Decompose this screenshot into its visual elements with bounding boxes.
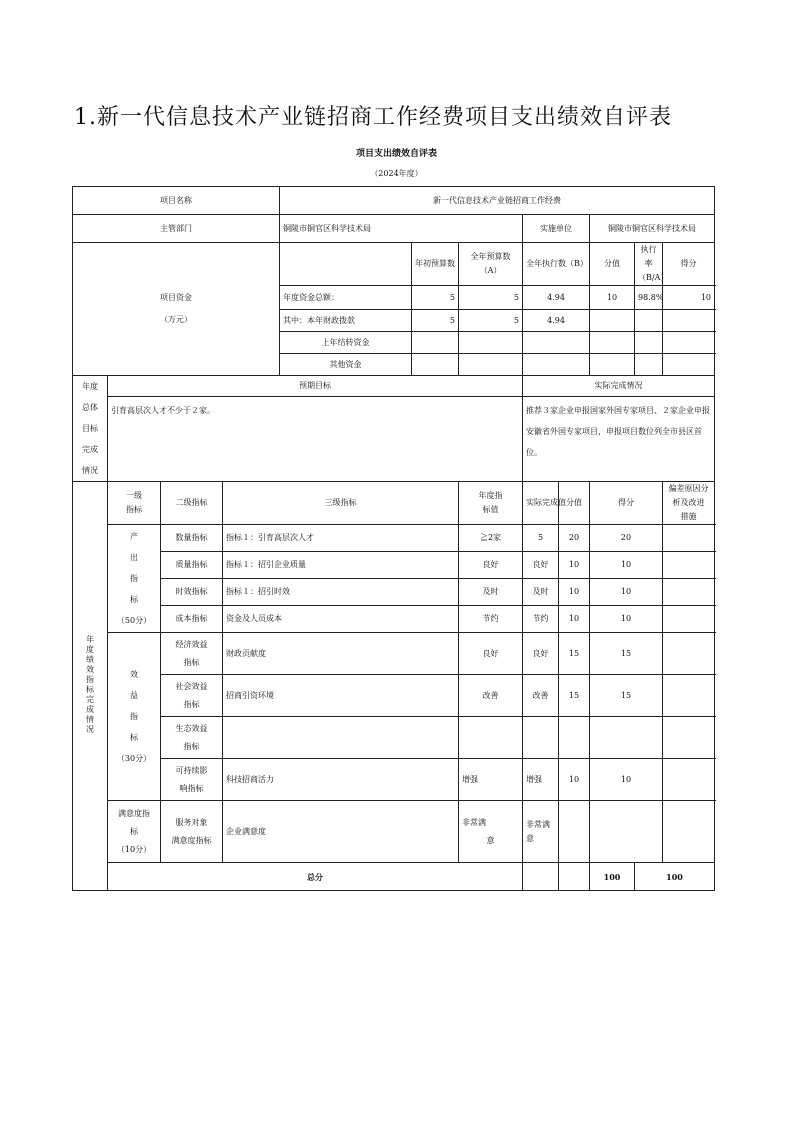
- overall-goal-line: 年度: [82, 382, 98, 391]
- expected-goal-header: 预期目标: [108, 376, 523, 397]
- overall-goal-line: 情况: [82, 466, 98, 475]
- sustainable-level2: [161, 759, 223, 801]
- group-satisfaction-label: [108, 801, 161, 863]
- satisfaction-score-value: [559, 801, 590, 863]
- header-rate-sub: （B/A）: [638, 273, 669, 282]
- actual-result-text: 推荐３家企业申报国家外国专家项目、２家企业申报安徽省外国专家项目，申报项目数位列全市县区首位。: [523, 397, 715, 482]
- cost-level3: 资金及人员成本: [223, 606, 459, 633]
- project-name-label: 项目名称: [73, 187, 280, 215]
- group-output-line: 指: [130, 574, 138, 583]
- group-satisfaction-line: 满意度指: [118, 808, 150, 818]
- group-output-line: 标: [130, 595, 138, 604]
- funds-label-cell: [73, 243, 280, 376]
- funds-row-fiscal-executed: 4.94: [523, 310, 590, 332]
- economic-deviation: [663, 633, 715, 675]
- quality-level2: 质量指标: [161, 552, 223, 579]
- quantity-level3: 指标１：引育高层次人才: [223, 525, 459, 552]
- satisfaction-level2: [161, 801, 223, 863]
- funds-row-total-label: 年度资金总额：: [280, 286, 412, 310]
- quality-level3: 指标１：招引企业质量: [223, 552, 459, 579]
- economic-level2-line: 指标: [183, 657, 200, 667]
- header-level2: 二级指标: [161, 482, 223, 525]
- indicators-side-text: 年度绩效指标完成情况: [86, 635, 94, 734]
- timeliness-level2: 时效指标: [161, 579, 223, 606]
- ecological-target: [459, 717, 523, 759]
- economic-level2-line: 经济效益: [175, 639, 208, 649]
- funds-row-other-score: [663, 354, 715, 376]
- economic-actual: 良好: [523, 633, 559, 675]
- social-target: 改善: [459, 675, 523, 717]
- header-ind-score: 得分: [590, 482, 663, 525]
- sustainable-deviation: [663, 759, 715, 801]
- sustainable-level2-line: 响指标: [179, 783, 204, 793]
- project-name-value: 新一代信息技术产业链招商工作经费: [280, 187, 715, 215]
- actual-result-header: 实际完成情况: [523, 376, 715, 397]
- social-level3: 招商引资环境: [223, 675, 459, 717]
- cost-level2: 成本指标: [161, 606, 223, 633]
- quantity-target: ≧2家: [459, 525, 523, 552]
- funds-row-carryover-score-value: [590, 332, 635, 354]
- funds-row-total-score: 10: [663, 286, 715, 310]
- satisfaction-target-line: 意: [486, 835, 495, 845]
- sustainable-target: 增强: [459, 759, 523, 801]
- total-score: 100: [635, 863, 715, 891]
- timeliness-actual: 及时: [523, 579, 559, 606]
- quality-score-value: 10: [559, 552, 590, 579]
- economic-level3: 财政贡献度: [223, 633, 459, 675]
- expected-goal-text: 引育高层次人才不少于２家。: [108, 397, 523, 482]
- funds-row-other-rate: [635, 354, 663, 376]
- dept-value: 铜陵市铜官区科学技术局: [280, 215, 523, 243]
- economic-score: 15: [590, 633, 663, 675]
- social-score: 15: [590, 675, 663, 717]
- quantity-score: 20: [590, 525, 663, 552]
- economic-target: 良好: [459, 633, 523, 675]
- economic-level2: [161, 633, 223, 675]
- social-score-value: 15: [559, 675, 590, 717]
- header-rate-label: 执行率: [640, 245, 657, 268]
- overall-goal-line: 目标: [82, 424, 98, 433]
- satisfaction-level2-line: 服务对象: [175, 817, 208, 827]
- dept-label: 主管部门: [73, 215, 280, 243]
- funds-row-total-rate: 98.8%: [635, 286, 663, 310]
- table-title: 项目支出绩效自评表: [355, 149, 437, 159]
- group-benefit-label: [108, 633, 161, 801]
- ecological-score: [590, 717, 663, 759]
- header-executed: 全年执行数（B）: [523, 243, 590, 286]
- satisfaction-target-line: 非常满: [462, 817, 487, 827]
- header-ind-score-value: 分值: [559, 482, 590, 525]
- quantity-deviation: [663, 525, 715, 552]
- total-label: 总分: [108, 863, 523, 891]
- sustainable-actual: 增强: [523, 759, 559, 801]
- timeliness-target: 及时: [459, 579, 523, 606]
- cost-score-value: 10: [559, 606, 590, 633]
- social-actual: 改善: [523, 675, 559, 717]
- header-full-year-sub: （A）: [479, 266, 502, 275]
- satisfaction-deviation: [663, 801, 715, 863]
- quantity-level2: 数量指标: [161, 525, 223, 552]
- group-benefit-line: 标: [130, 733, 138, 742]
- total-target: [523, 863, 559, 891]
- page-heading: 1.新一代信息技术产业链招商工作经费项目支出绩效自评表: [74, 105, 672, 130]
- funds-unit: （万元）: [160, 315, 192, 324]
- timeliness-score-value: 10: [559, 579, 590, 606]
- header-level1-line: 一级: [126, 491, 142, 500]
- funds-row-other-initial: [412, 354, 459, 376]
- funds-row-total-score-value: 10: [590, 286, 635, 310]
- group-output-line: （50分）: [116, 616, 152, 625]
- header-target-line: 标值: [482, 505, 499, 514]
- quality-score: 10: [590, 552, 663, 579]
- header-level1: [108, 482, 161, 525]
- header-target: [459, 482, 523, 525]
- group-benefit-line: 益: [130, 691, 138, 700]
- timeliness-deviation: [663, 579, 715, 606]
- header-level3: 三级指标: [223, 482, 459, 525]
- header-full-year-budget: [459, 243, 523, 286]
- group-output-label: [108, 525, 161, 633]
- group-output-line: 产: [130, 532, 138, 541]
- header-target-line: 年度指: [478, 491, 503, 500]
- group-benefit-line: （30分）: [116, 754, 152, 763]
- quality-target: 良好: [459, 552, 523, 579]
- overall-goal-label: [73, 376, 108, 482]
- satisfaction-target: [459, 801, 523, 863]
- sustainable-score: 10: [590, 759, 663, 801]
- cost-score: 10: [590, 606, 663, 633]
- group-satisfaction-line: 标: [130, 826, 138, 836]
- header-rate: [635, 243, 669, 286]
- quantity-score-value: 20: [559, 525, 590, 552]
- quantity-actual: 5: [523, 525, 559, 552]
- funds-row-carryover-rate: [635, 332, 663, 354]
- funds-row-total-initial: 5: [412, 286, 459, 310]
- header-full-year-label: 全年预算数: [470, 252, 511, 261]
- unit-label: 实施单位: [523, 215, 590, 243]
- cost-target: 节约: [459, 606, 523, 633]
- funds-row-other-executed: [523, 354, 590, 376]
- funds-row-total-full-year: 5: [459, 286, 523, 310]
- economic-score-value: 15: [559, 633, 590, 675]
- funds-row-other-full-year: [459, 354, 523, 376]
- funds-row-other-score-value: [590, 354, 635, 376]
- funds-row-carryover-score: [663, 332, 715, 354]
- total-score-value: 100: [590, 863, 635, 891]
- funds-row-total-executed: 4.94: [523, 286, 590, 310]
- funds-label: 项目资金: [160, 293, 192, 302]
- quality-deviation: [663, 552, 715, 579]
- social-level2: [161, 675, 223, 717]
- social-deviation: [663, 675, 715, 717]
- social-level2-line: 指标: [183, 699, 200, 709]
- group-satisfaction-line: （10分）: [116, 844, 152, 854]
- overall-goal-line: 总体: [82, 403, 98, 412]
- satisfaction-level3: 企业满意度: [223, 801, 459, 863]
- satisfaction-level2-line: 满意度指标: [171, 835, 212, 845]
- timeliness-level3: 指标１：招引时效: [223, 579, 459, 606]
- funds-row-carryover-full-year: [459, 332, 523, 354]
- cost-actual: 节约: [523, 606, 559, 633]
- sustainable-level2-line: 可持续影: [175, 765, 208, 775]
- header-deviation-line: 措施: [680, 512, 697, 521]
- ecological-score-value: [559, 717, 590, 759]
- ecological-level2-line: 生态效益: [175, 723, 208, 733]
- funds-row-fiscal-score-value: [590, 310, 635, 332]
- year-label: （2024年度）: [370, 169, 423, 178]
- timeliness-score: 10: [590, 579, 663, 606]
- header-level1-line: 指标: [126, 505, 142, 514]
- funds-row-fiscal-label: 其中：本年财政拨款: [280, 310, 412, 332]
- funds-row-fiscal-rate: [635, 310, 663, 332]
- sustainable-score-value: 10: [559, 759, 590, 801]
- header-initial-budget: 年初预算数: [412, 243, 459, 286]
- ecological-level2: [161, 717, 223, 759]
- funds-row-fiscal-initial: 5: [412, 310, 459, 332]
- header-actual: 实际完成值: [523, 482, 559, 525]
- funds-row-carryover-label: 上年结转资金: [280, 332, 412, 354]
- total-actual: [559, 863, 590, 891]
- funds-row-fiscal-full-year: 5: [459, 310, 523, 332]
- header-deviation-line: 偏差原因分析及改进: [668, 484, 709, 507]
- group-benefit-line: 指: [130, 712, 138, 721]
- satisfaction-actual: 非常满意: [523, 801, 559, 863]
- sustainable-level3: 科技招商活力: [223, 759, 459, 801]
- performance-table: [72, 186, 715, 891]
- ecological-actual: [523, 717, 559, 759]
- satisfaction-score: [590, 801, 663, 863]
- funds-row-carryover-initial: [412, 332, 459, 354]
- group-benefit-line: 效: [130, 670, 138, 679]
- group-output-line: 出: [130, 553, 138, 562]
- overall-goal-line: 完成: [82, 445, 98, 454]
- quality-actual: 良好: [523, 552, 559, 579]
- ecological-level2-line: 指标: [183, 741, 200, 751]
- header-score: 得分: [663, 243, 715, 286]
- cost-deviation: [663, 606, 715, 633]
- funds-header-blank: [280, 243, 412, 286]
- social-level2-line: 社会效益: [175, 681, 208, 691]
- indicators-side-label: [73, 482, 108, 891]
- funds-row-fiscal-score: [663, 310, 715, 332]
- funds-row-carryover-executed: [523, 332, 590, 354]
- unit-value: 铜陵市铜官区科学技术局: [590, 215, 715, 243]
- funds-row-other-label: 其他资金: [280, 354, 412, 376]
- header-score-value: 分值: [590, 243, 635, 286]
- ecological-deviation: [663, 717, 715, 759]
- ecological-level3: [223, 717, 459, 759]
- header-deviation: [663, 482, 715, 525]
